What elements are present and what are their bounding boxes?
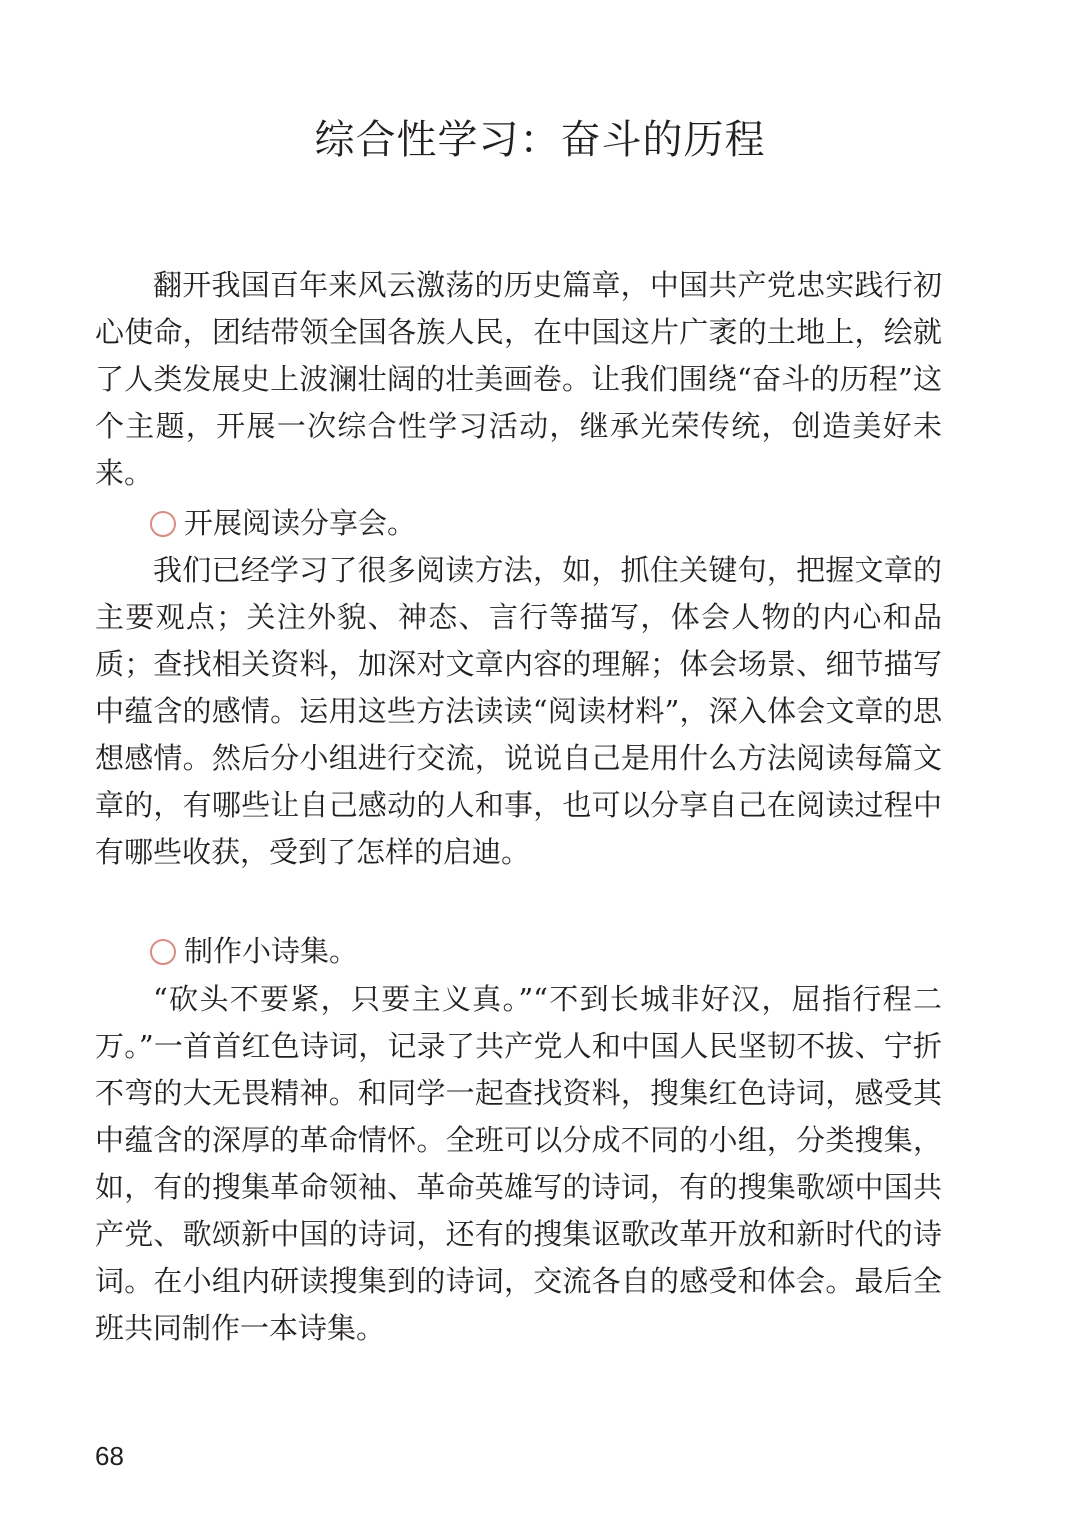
section-heading-poetry-collection	[150, 928, 358, 974]
section-body-reading-share: 我们已经学习了很多阅读方法，如，抓住关键句，把握文章的主要观点；关注外貌、神态、言行等描写，体会人物的内心和品质；查找相关资料，加深对文章内容的理解；体会场景、细节描写中蕴含的感情。运用这些方法读读“阅读材料”，深入体会文章的思想感情。然后分小组进行交流，说说自己是用什么方法阅读每篇文章的，有哪些让自己感动的人和事，也可以分享自己在阅读过程中有哪些收获，受到了怎样的启迪。	[95, 553, 942, 869]
intro-paragraph: 翻开我国百年来风云激荡的历史篇章，中国共产党忠实践行初心使命，团结带领全国各族人民，在中国这片广袤的土地上，绘就了人类发展史上波澜壮阔的壮美画卷。让我们围绕“奋斗的历程”这个主题，开展一次综合性学习活动，继承光荣传统，创造美好未来。	[95, 268, 942, 490]
section-heading-label: 开展阅读分享会。	[184, 506, 417, 540]
section-heading-reading-share	[150, 500, 416, 546]
circle-icon	[150, 939, 176, 965]
section-heading-label: 制作小诗集。	[184, 934, 359, 968]
section-body-poetry-collection: “砍头不要紧，只要主义真。”“不到长城非好汉，屈指行程二万。”一首首红色诗词，记录了共产党人和中国人民坚韧不拔、宁折不弯的大无畏精神。和同学一起查找资料，搜集红色诗词，感受其中蕴含的深厚的革命情怀。全班可以分成不同的小组，分类搜集，如，有的搜集革命领袖、革命英雄写的诗词，有的搜集歌颂中国共产党、歌颂新中国的诗词，还有的搜集讴歌改革开放和新时代的诗词。在小组内研读搜集到的诗词，交流各自的感受和体会。最后全班共同制作一本诗集。	[95, 982, 942, 1345]
circle-icon	[150, 511, 176, 537]
page-title: 综合性学习：奋斗的历程	[314, 117, 766, 163]
page-number: 68	[95, 1441, 124, 1471]
